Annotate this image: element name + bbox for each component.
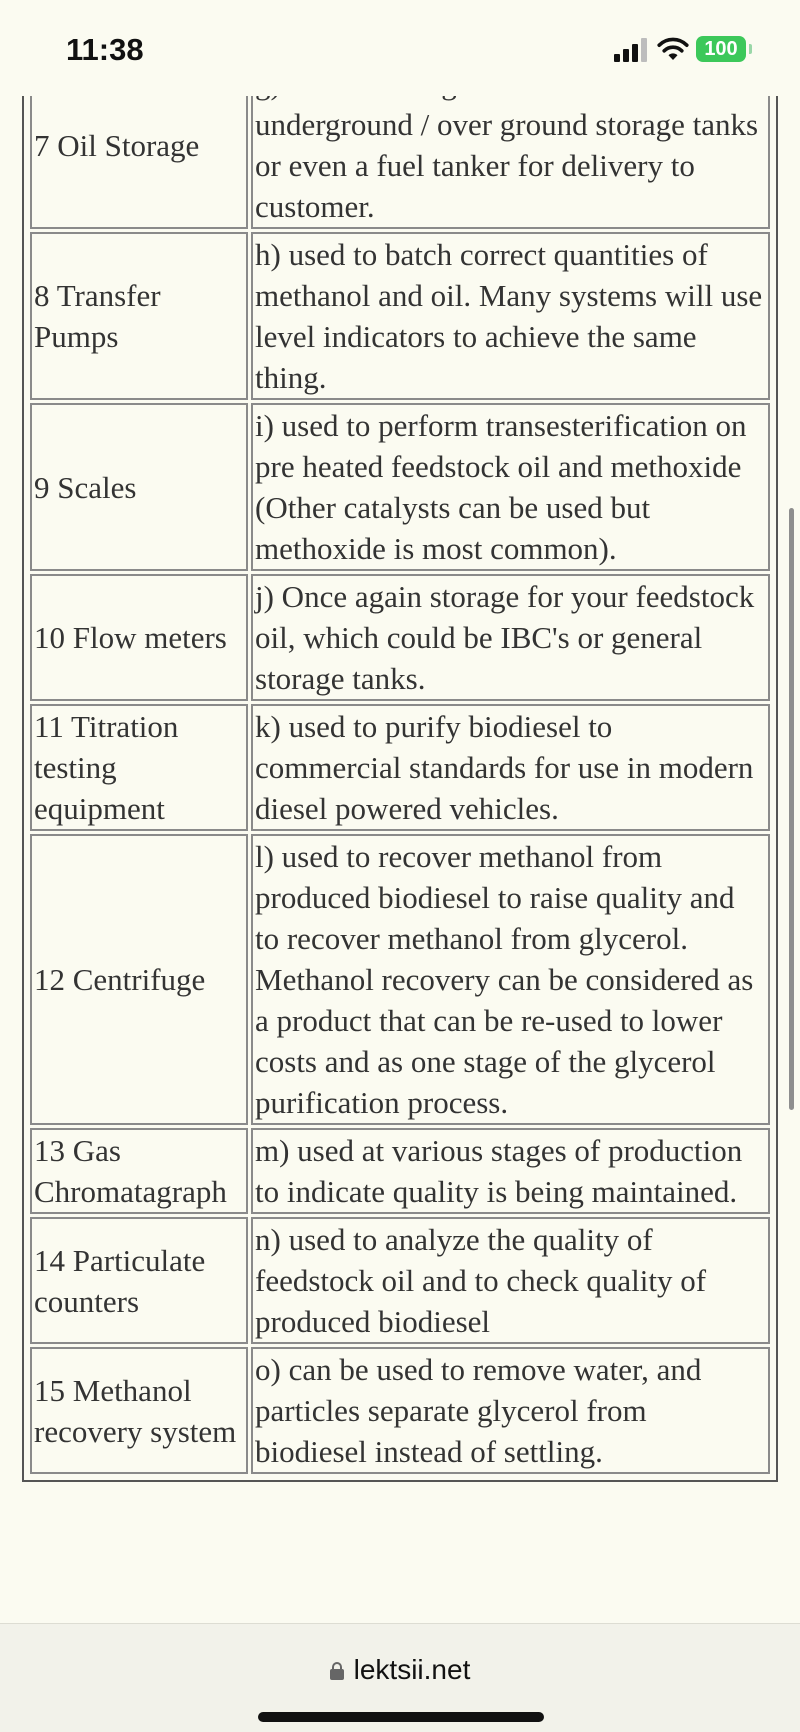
item-cell: 12 Centrifuge	[30, 834, 248, 1125]
wifi-icon	[656, 36, 690, 62]
signal-icon	[614, 38, 648, 62]
home-indicator[interactable]	[258, 1712, 544, 1722]
domain-text: lektsii.net	[353, 1654, 471, 1685]
description-cell: m) used at various stages of production to indicate quality is being maintained.	[251, 1128, 770, 1214]
description-cell: i) used to perform transesterification on pre heated feedstock oil and methoxide (Other catalysts can be used but methoxide is most common).	[251, 403, 770, 571]
status-bar	[0, 0, 800, 96]
description-cell: underground / over ground storage tanks or even a fuel tanker for delivery to customer.	[251, 61, 770, 229]
description-cell: l) used to recover methanol from produced biodiesel to raise quality and to recover methanol from glycerol. Methanol recovery can be considered as a product that can be re-used to lower costs and as one stage of the glycerol purification process.	[251, 834, 770, 1125]
lock-icon	[330, 1662, 344, 1680]
item-cell: 11 Titration testing equipment	[30, 704, 248, 831]
table-row	[30, 1217, 770, 1344]
table-row	[30, 1347, 770, 1474]
table-row	[30, 1128, 770, 1214]
table-row	[30, 232, 770, 400]
battery-icon: 100	[696, 36, 746, 62]
table-row	[30, 704, 770, 831]
description-cell: j) Once again storage for your feedstock oil, which could be IBC's or general storage tanks.	[251, 574, 770, 701]
description-cell: o) can be used to remove water, and particles separate glycerol from biodiesel instead of settling.	[251, 1347, 770, 1474]
address-bar[interactable]	[0, 1623, 800, 1732]
item-cell: 8 Transfer Pumps	[30, 232, 248, 400]
item-cell: 10 Flow meters	[30, 574, 248, 701]
scrollbar[interactable]	[789, 508, 794, 1110]
item-cell: 13 Gas Chromatagraph	[30, 1128, 248, 1214]
description-cell: h) used to batch correct quantities of methanol and oil. Many systems will use level indicators to achieve the same thing.	[251, 232, 770, 400]
item-cell: 9 Scales	[30, 403, 248, 571]
item-cell: 14 Particulate counters	[30, 1217, 248, 1344]
description-cell: n) used to analyze the quality of feedstock oil and to check quality of produced biodiesel	[251, 1217, 770, 1344]
table-row	[30, 834, 770, 1125]
item-cell: 7 Oil Storage	[30, 61, 248, 229]
item-cell: 15 Methanol recovery system	[30, 1347, 248, 1474]
description-cell: k) used to purify biodiesel to commercial standards for use in modern diesel powered vehicles.	[251, 704, 770, 831]
status-time: 11:38	[66, 32, 144, 67]
equipment-table	[22, 58, 778, 1482]
table-row	[30, 403, 770, 571]
table-row	[30, 574, 770, 701]
url-field[interactable]	[0, 1654, 800, 1686]
